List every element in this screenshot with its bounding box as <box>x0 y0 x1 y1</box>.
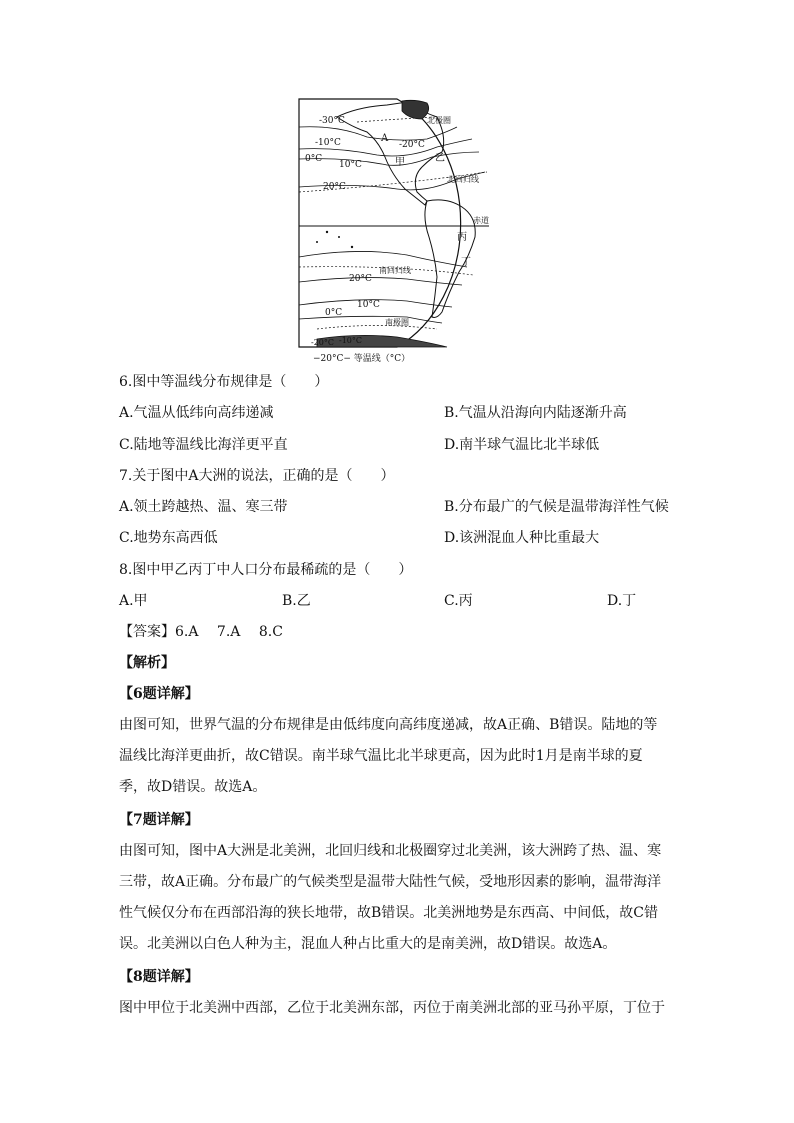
label-A: A <box>381 133 389 144</box>
detail-8-heading: 【8题详解】 <box>119 969 199 985</box>
detail-8-line: 图中甲位于北美洲中西部，乙位于北美洲东部，丙位于南美洲北部的亚马孙平原，丁位于 <box>119 1000 665 1016</box>
island-dot <box>316 241 318 243</box>
island-dot <box>351 246 353 248</box>
q6-option-a: A.气温从低纬向高纬递减 <box>119 405 274 421</box>
label-minus10: -10°C <box>315 138 341 148</box>
analysis-heading: 【解析】 <box>119 655 175 671</box>
label-antarctic-circle: 南极圈 <box>385 318 409 327</box>
label-ten: 10°C <box>339 160 362 170</box>
detail-6-body <box>119 710 679 803</box>
label-zero: 0°C <box>305 154 323 164</box>
label-tropic-south: 南回归线 <box>379 266 411 275</box>
detail-7-heading: 【7题详解】 <box>119 812 199 828</box>
detail-6-line: 季，故D错误。故选A。 <box>119 779 267 795</box>
detail-6-line: 温线比海洋更曲折，故C错误。南半球气温比北半球更高，因为此时1月是南半球的夏 <box>119 748 643 764</box>
label-arctic-circle: 北极圈 <box>427 116 451 125</box>
label-twenty-south: 20°C <box>349 274 372 284</box>
detail-8-body <box>119 993 679 1024</box>
q7-option-a: A.领土跨越热、温、寒三带 <box>119 499 288 515</box>
q7-option-b: B.分布最广的气候是温带海洋性气候 <box>444 499 669 515</box>
label-ten-south: 10°C <box>357 300 380 310</box>
antarctica-shape <box>317 335 447 347</box>
q6-option-c: C.陆地等温线比海洋更平直 <box>119 437 288 453</box>
q8-option-a: A.甲 <box>119 593 148 609</box>
detail-6-heading: 【6题详解】 <box>119 686 199 702</box>
label-yi: 乙 <box>435 153 445 164</box>
answer-line: 【答案】6.A 7.A 8.C <box>119 624 283 640</box>
label-ding: 丁 <box>461 257 471 268</box>
q8-option-c: C.丙 <box>444 593 473 609</box>
label-minus20-north: -20°C <box>399 140 425 150</box>
label-jia: 甲 <box>395 157 405 168</box>
detail-7-line: 三带，故A正确。分布最广的气候类型是温带大陆性气候，受地形因素的影响，温带海洋 <box>119 874 662 890</box>
label-minus20-south: -20°C <box>311 338 335 347</box>
detail-7-line: 误。北美洲以白色人种为主，混血人种占比重大的是南美洲，故D错误。故选A。 <box>119 936 617 952</box>
label-equator: 赤道 <box>473 216 489 225</box>
label-zero-south: 0°C <box>325 308 343 318</box>
map-legend: −20°C− 等温线（°C） <box>313 354 411 364</box>
detail-7-line: 性气候仅分布在西部沿海的狭长地带，故B错误。北美洲地势是东西高、中间低，故C错 <box>119 905 658 921</box>
label-minus10-south: -10°C <box>339 336 363 345</box>
label-bing: 丙 <box>457 232 467 243</box>
label-minus30: -30°C <box>319 116 345 126</box>
question-7-stem: 7.关于图中A大洲的说法，正确的是（ ） <box>119 468 395 484</box>
label-tropic-north: 北回归线 <box>447 175 479 184</box>
isotherm-map <box>297 97 493 367</box>
detail-7-line: 由图可知，图中A大洲是北美洲，北回归线和北极圈穿过北美洲，该大洲跨了热、温、寒 <box>119 843 662 859</box>
map-svg <box>297 97 493 367</box>
question-8-stem: 8.图中甲乙丙丁中人口分布最稀疏的是（ ） <box>119 562 413 578</box>
q8-option-d: D.丁 <box>607 593 637 609</box>
island-dot <box>338 236 340 238</box>
island-dot <box>326 231 328 233</box>
question-6-stem: 6.图中等温线分布规律是（ ） <box>119 374 329 390</box>
q6-option-b: B.气温从沿海向内陆逐渐升高 <box>444 405 627 421</box>
q7-option-d: D.该洲混血人种比重最大 <box>444 530 600 546</box>
q6-option-d: D.南半球气温比北半球低 <box>444 437 600 453</box>
label-twenty-north: 20°C <box>323 182 346 192</box>
detail-6-line: 由图可知，世界气温的分布规律是由低纬度向高纬度递减，故A正确、B错误。陆地的等 <box>119 717 658 733</box>
q8-option-b: B.乙 <box>282 593 311 609</box>
q7-option-c: C.地势东高西低 <box>119 530 218 546</box>
detail-7-body <box>119 836 679 960</box>
